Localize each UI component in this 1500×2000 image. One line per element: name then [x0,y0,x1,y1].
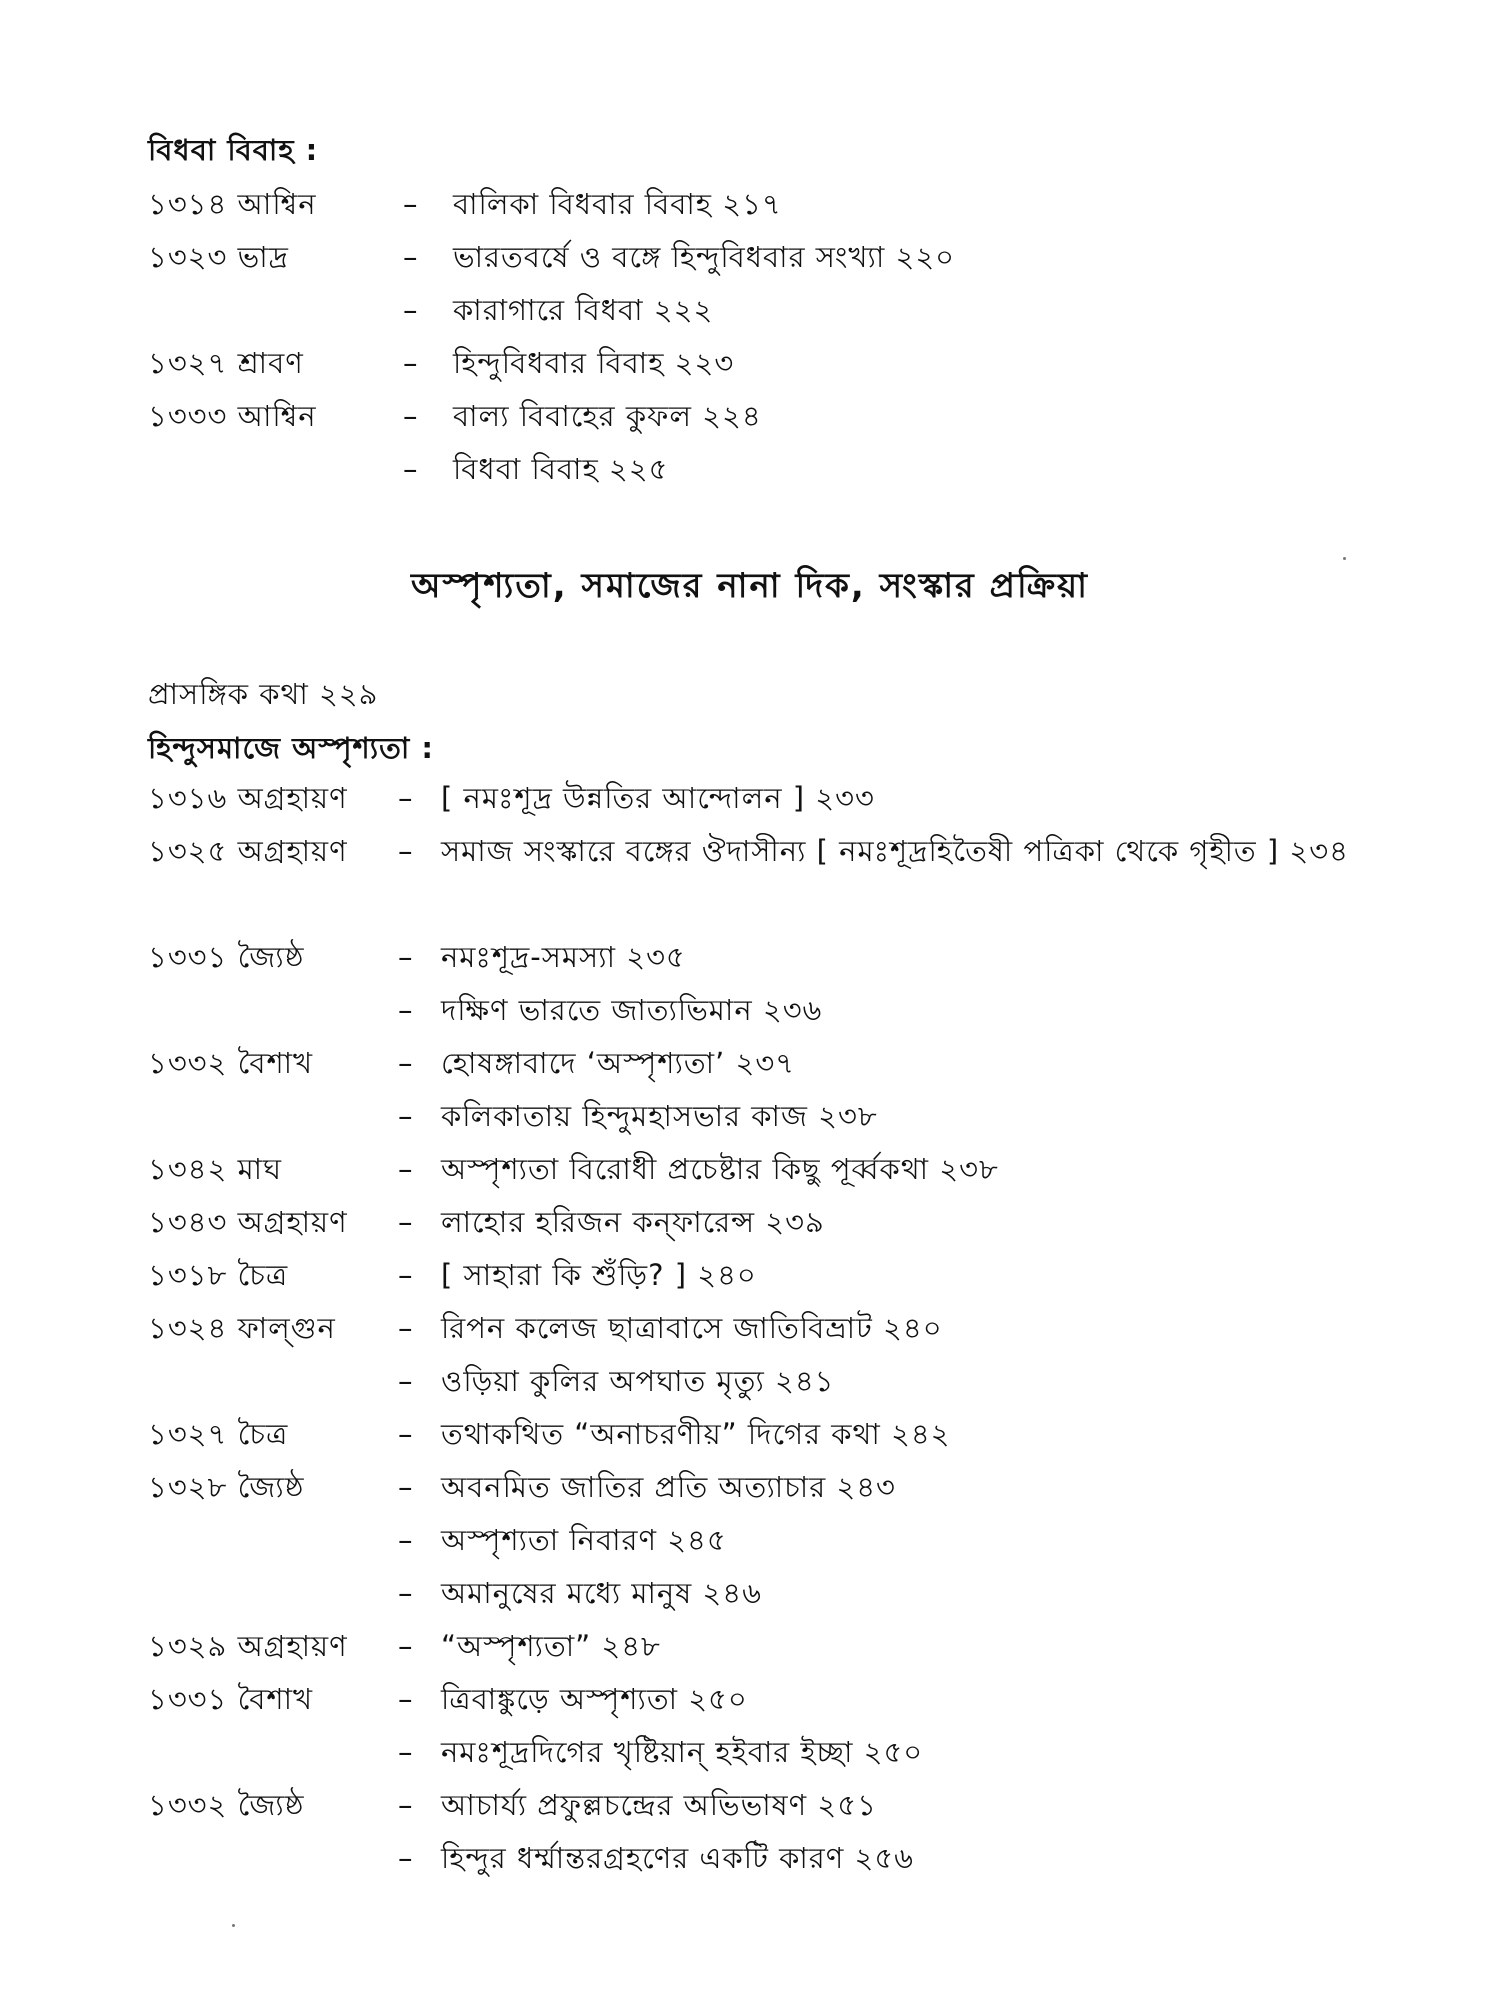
entry-title: অবনমিত জাতির প্রতি অত্যাচার ২৪৩ [441,1470,896,1504]
entry-title: হোষঙ্গাবাদে ‘অস্পৃশ্যতা’ ২৩৭ [441,1046,796,1080]
entry-title: হিন্দুর ধর্ম্মান্তরগ্রহণের একটি কারণ ২৫৬ [441,1841,915,1875]
scan-speck [1343,557,1346,560]
entry-row [148,178,1408,231]
entry-row [148,1567,1408,1620]
entry-date: ১৩৩৩ আশ্বিন [148,399,317,433]
entry-dash: – [398,1682,414,1716]
entry-title: কারাগারে বিধবা ২২২ [453,293,714,327]
entry-date: ১৩৩২ বৈশাখ [148,1046,314,1080]
entry-title: দক্ষিণ ভারতে জাত্যভিমান ২৩৬ [441,993,823,1027]
entry-title: “অস্পৃশ্যতা” ২৪৮ [441,1629,661,1663]
entry-title: অস্পৃশ্যতা নিবারণ ২৪৫ [441,1523,727,1557]
entry-date: ১৩২৪ ফাল্গুন [148,1311,336,1345]
entry-dash: – [403,399,419,433]
entry-title: বিধবা বিবাহ ২২৫ [453,452,669,486]
entry-dash: – [398,1364,414,1398]
entry-date: ১৩২৭ শ্রাবণ [148,346,304,380]
entry-dash: – [398,1258,414,1292]
entry-date: ১৩২৯ অগ্রহায়ণ [148,1629,348,1663]
entry-row [148,825,1408,931]
entry-date: ১৩১৪ আশ্বিন [148,187,317,221]
entry-date: ১৩৪৩ অগ্রহায়ণ [148,1205,348,1239]
entry-dash: – [398,1841,414,1875]
page-title: অস্পৃশ্যতা, সমাজের নানা দিক, সংস্কার প্রক্রিয়া [410,566,1090,606]
entry-title: বালিকা বিধবার বিবাহ ২১৭ [453,187,782,221]
entry-dash: – [398,781,414,815]
entry-row [148,1355,1408,1408]
entry-title: হিন্দুবিধবার বিবাহ ২২৩ [453,346,735,380]
entry-row [148,984,1408,1037]
entry-row [148,1037,1408,1090]
entry-row [148,1408,1408,1461]
entry-title: অস্পৃশ্যতা বিরোধী প্রচেষ্টার কিছু পূর্ব্বকথা ২৩৮ [441,1152,999,1186]
entry-dash: – [403,187,419,221]
entry-row [148,1461,1408,1514]
entry-row [148,443,1408,496]
entry-dash: – [398,1788,414,1822]
entry-row [148,1143,1408,1196]
entry-list-untouchability [148,772,1408,1885]
entry-date: ১৩৩২ জ্যৈষ্ঠ [148,1788,305,1822]
entry-row [148,1090,1408,1143]
entry-row [148,1832,1408,1885]
entry-title: নমঃশূদ্র-সমস্যা ২৩৫ [441,940,686,974]
entry-dash: – [398,834,414,868]
entry-dash: – [398,1629,414,1663]
section-heading-widow-marriage: বিধবা বিবাহ : [148,133,319,167]
section-heading-untouchability: হিন্দুসমাজে অস্পৃশ্যতা : [148,731,434,765]
entry-row [148,1514,1408,1567]
entry-row [148,1249,1408,1302]
entry-dash: – [398,940,414,974]
entry-title: লাহোর হরিজন কন্‌ফারেন্স ২৩৯ [441,1205,825,1239]
entry-title: রিপন কলেজ ছাত্রাবাসে জাতিবিভ্রাট ২৪০ [441,1311,943,1345]
entry-row [148,284,1408,337]
entry-title: [ সাহারা কি শুঁড়ি? ] ২৪০ [441,1258,757,1292]
entry-row [148,1302,1408,1355]
entry-row [148,931,1408,984]
entry-row [148,337,1408,390]
entry-row [148,772,1408,825]
entry-dash: – [398,993,414,1027]
scan-speck [232,1924,235,1927]
entry-dash: – [398,1099,414,1133]
entry-title: তথাকথিত “অনাচরণীয়” দিগের কথা ২৪২ [441,1417,951,1451]
entry-dash: – [403,240,419,274]
entry-dash: – [398,1576,414,1610]
entry-title: আচার্য্য প্রফুল্লচন্দ্রের অভিভাষণ ২৫১ [441,1788,877,1822]
entry-dash: – [398,1470,414,1504]
entry-date: ১৩৩১ জ্যৈষ্ঠ [148,940,305,974]
entry-dash: – [398,1417,414,1451]
entry-dash: – [398,1152,414,1186]
entry-title: ত্রিবাঙ্কুড়ে অস্পৃশ্যতা ২৫০ [441,1682,748,1716]
entry-dash: – [403,293,419,327]
entry-date: ১৩২৭ চৈত্র [148,1417,289,1451]
entry-list-widow-marriage [148,178,1408,496]
entry-title: [ নমঃশূদ্র উন্নতির আন্দোলন ] ২৩৩ [441,781,875,815]
entry-title: ভারতবর্ষে ও বঙ্গে হিন্দুবিধবার সংখ্যা ২২০ [453,240,956,274]
entry-dash: – [398,1735,414,1769]
entry-title: ওড়িয়া কুলির অপঘাত মৃত্যু ২৪১ [441,1364,835,1398]
entry-row [148,1620,1408,1673]
entry-row [148,1196,1408,1249]
entry-row [148,1726,1408,1779]
entry-dash: – [398,1046,414,1080]
entry-dash: – [403,346,419,380]
entry-title: অমানুষের মধ্যে মানুষ ২৪৬ [441,1576,762,1610]
entry-date: ১৩৩১ বৈশাখ [148,1682,314,1716]
entry-date: ১৩১৬ অগ্রহায়ণ [148,781,348,815]
entry-title: কলিকাতায় হিন্দুমহাসভার কাজ ২৩৮ [441,1099,878,1133]
entry-dash: – [398,1523,414,1557]
entry-dash: – [398,1311,414,1345]
entry-row [148,390,1408,443]
entry-date: ১৩১৮ চৈত্র [148,1258,289,1292]
entry-row [148,1779,1408,1832]
entry-row [148,1673,1408,1726]
entry-date: ১৩২৩ ভাদ্র [148,240,289,274]
entry-date: ১৩২৫ অগ্রহায়ণ [148,834,348,868]
entry-title: বাল্য বিবাহের কুফল ২২৪ [453,399,762,433]
entry-title: নমঃশূদ্রদিগের খৃষ্টিয়ান্ হইবার ইচ্ছা ২৫০ [441,1735,924,1769]
entry-dash: – [403,452,419,486]
intro-line: প্রাসঙ্গিক কথা ২২৯ [148,677,379,711]
entry-row [148,231,1408,284]
entry-date: ১৩২৮ জ্যৈষ্ঠ [148,1470,305,1504]
entry-dash: – [398,1205,414,1239]
entry-title: সমাজ সংস্কারে বঙ্গের ঔদাসীন্য [ নমঃশূদ্রহিতৈষী পত্রিকা থেকে গৃহীত ] ২৩৪ [441,834,1349,868]
entry-date: ১৩৪২ মাঘ [148,1152,282,1186]
